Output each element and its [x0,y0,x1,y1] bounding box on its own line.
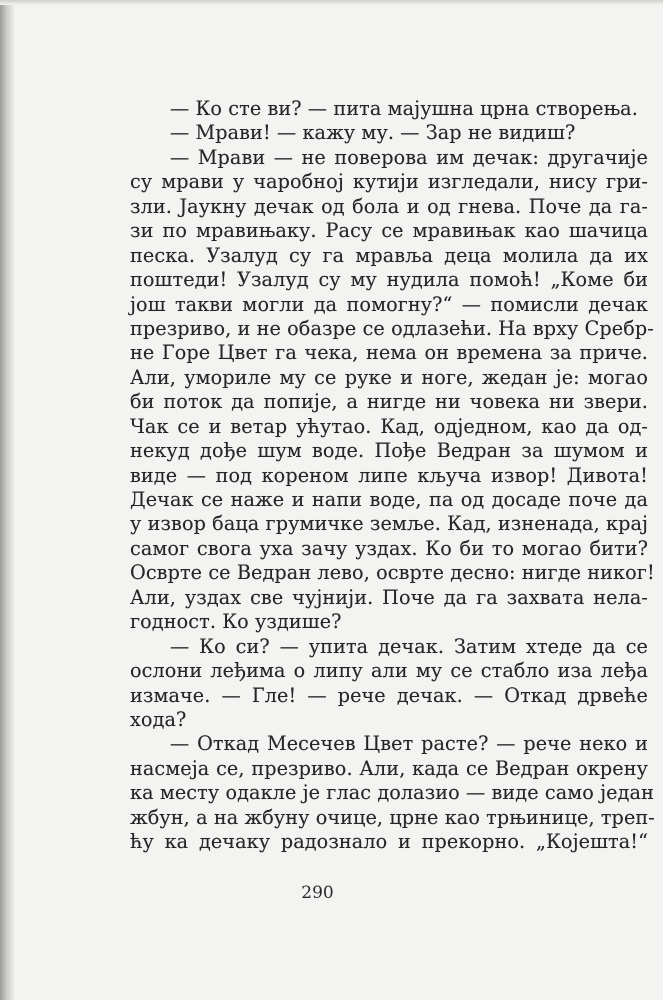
text-line: Дечак се наже и напи воде, па од досаде поче да [130,488,648,511]
text-line: — Ко сте ви? — пита мајушна црна створења. [170,97,638,120]
text-line: — Мрави! — кажу му. — Зар не видиш? [170,121,576,145]
text-line: измаче. — Гле! — рече дечак. — Откад дрвеће [130,683,648,707]
text-line: Осврте се Ведран лево, осврте десно: нигде никог! [130,561,655,585]
text-line: — Откад Месечев Цвет расте? — рече неко и [170,732,648,756]
page-number-container [0,883,663,903]
text-line: не Горе Цвет га чека, нема он времена за приче. [130,341,648,365]
page-top-edge [0,0,663,5]
text-line: самог свога уха зачу уздах. Ко би то могао бити? [130,536,648,560]
page-number: 290 [301,883,334,903]
text-line: ћу ка дечаку радознало и прекорно. „Којешта!“ [130,830,648,854]
text-line: поштеди! Узалуд су му нудила помоћ! „Коме би [130,268,648,292]
text-line: — Мрави — не поверова им дечак: другачије [170,145,648,169]
text-line: би поток да попије, а нигде ни човека ни звери. [130,390,648,414]
text-line: у извор баца грумичке земље. Кад, изненада, крај [130,512,649,536]
text-line: још такви могли да помогну?“ — помисли дечак [130,292,648,316]
text-line: Чак се и ветар ућутао. Кад, одједном, као да од- [130,414,648,438]
text-line: некуд дође шум воде. Пође Ведран за шумом и [130,439,648,463]
text-line: жбун, а на жбуну очице, црне као трњинице, треп- [130,805,655,829]
text-line: Али, уздах све чујнији. Поче да га захвата нела- [130,585,648,609]
text-line: Али, уморилe му се руке и ноге, жедан је: могао [130,365,648,389]
text-line: насмеја се, презриво. Али, када се Ведран окрену [130,756,648,780]
body-text [130,97,655,855]
text-line: ослони леђима о липу али му се стабло иза леђа [130,659,648,683]
text-line: презриво, и не обазре се одлазећи. На врху Сребр- [130,316,654,340]
text-line: су мрави у чаробној кутији изгледали, нису гри- [130,170,648,194]
text-line: хода? [130,707,187,731]
binding-shadow [0,0,14,1000]
text-line: — Ко си? — упита дечак. Затим хтеде да се [170,634,648,658]
text-line: годност. Ко уздише? [130,610,342,634]
text-line: зли. Јаукну дечак од бола и од гнева. Поче да га- [130,194,648,218]
text-line: ка месту одакле је глас долазио — виде само један [130,781,654,805]
text-line: зи по мравињаку. Расу се мравињак као шачица [130,219,648,243]
text-line: песка. Узалуд су га мрављa деца молила да их [130,243,648,267]
text-line: виде — под кореном липе кључа извор! Дивота! [130,463,648,487]
